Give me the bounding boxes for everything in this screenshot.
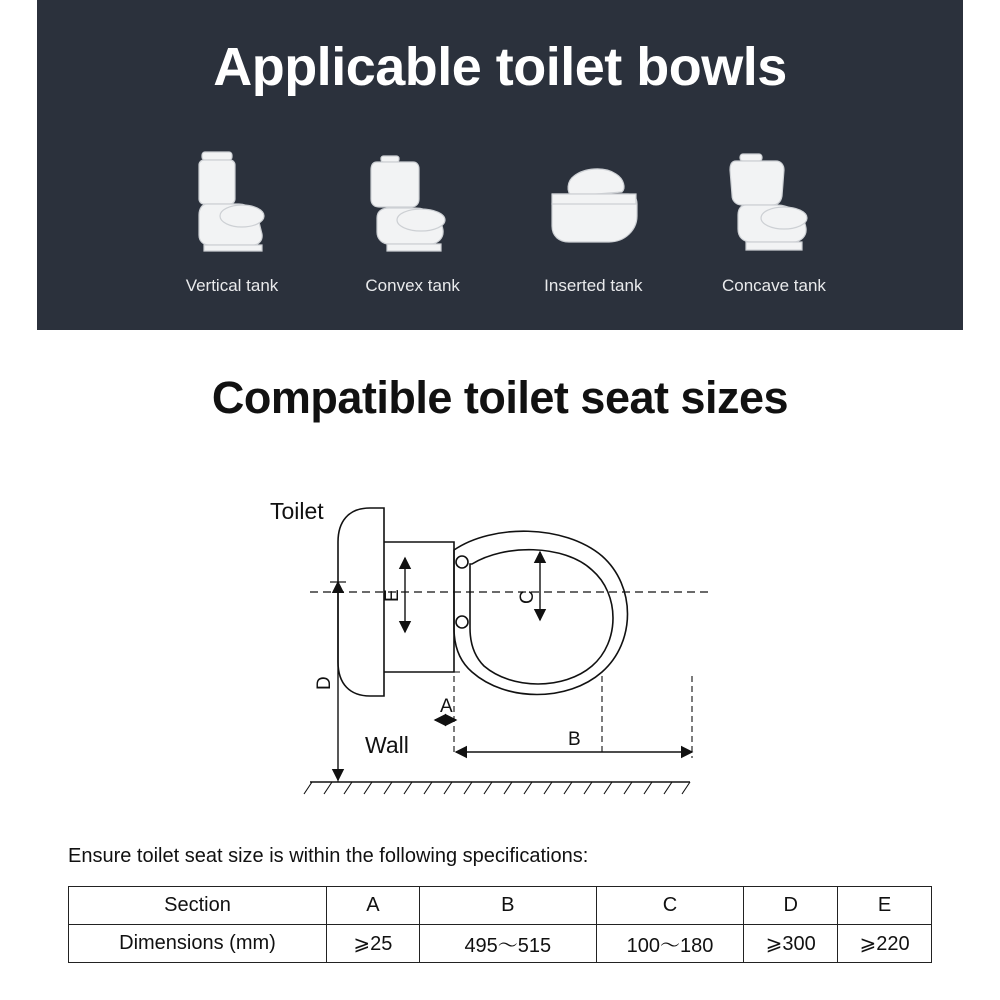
svg-text:C: C <box>517 590 538 604</box>
table-cell-dimensions-header: Dimensions (mm) <box>69 925 327 963</box>
table-cell-section-header: Section <box>69 887 327 925</box>
toilet-type-label: Inserted tank <box>544 276 643 295</box>
toilet-type-item <box>147 140 317 296</box>
table-cell-b-header: B <box>419 887 596 925</box>
toilet-type-item <box>328 140 498 296</box>
diagram-toilet-label: Toilet <box>270 498 324 524</box>
toilet-inserted-tank-icon <box>508 140 678 260</box>
svg-text:B: B <box>568 729 581 750</box>
toilet-type-item <box>508 140 678 296</box>
toilet-type-list <box>147 140 859 296</box>
svg-text:A: A <box>440 696 453 717</box>
svg-text:E: E <box>382 589 403 602</box>
table-cell-e-header: E <box>838 887 932 925</box>
toilet-vertical-tank-icon <box>147 140 317 260</box>
toilet-type-label: Concave tank <box>721 276 826 295</box>
toilet-type-label: Vertical tank <box>185 276 279 295</box>
table-cell-d-value: ⩾300 <box>744 925 838 963</box>
table-row <box>69 887 932 925</box>
table-cell-c-value: 100～180 <box>596 925 744 963</box>
table-row <box>69 925 932 963</box>
specifications-table <box>68 886 932 963</box>
table-cell-a-value: ⩾25 <box>326 925 419 963</box>
banner-title: Applicable toilet bowls <box>213 37 787 97</box>
toilet-type-item <box>689 140 859 296</box>
toilet-convex-tank-icon <box>328 140 498 260</box>
page-title: Compatible toilet seat sizes <box>211 372 789 423</box>
spec-note: Ensure toilet seat size is within the following specifications: <box>68 845 589 867</box>
table-cell-a-header: A <box>326 887 419 925</box>
applicable-toilet-bowls-banner <box>37 0 963 330</box>
table-cell-c-header: C <box>596 887 744 925</box>
toilet-concave-tank-icon <box>689 140 859 260</box>
table-cell-d-header: D <box>744 887 838 925</box>
svg-text:D: D <box>314 676 335 690</box>
diagram-wall-label: Wall <box>365 732 409 758</box>
toilet-type-label: Convex tank <box>365 276 460 295</box>
toilet-seat-dimension-diagram <box>250 480 770 820</box>
table-cell-e-value: ⩾220 <box>838 925 932 963</box>
table-cell-b-value: 495～515 <box>419 925 596 963</box>
